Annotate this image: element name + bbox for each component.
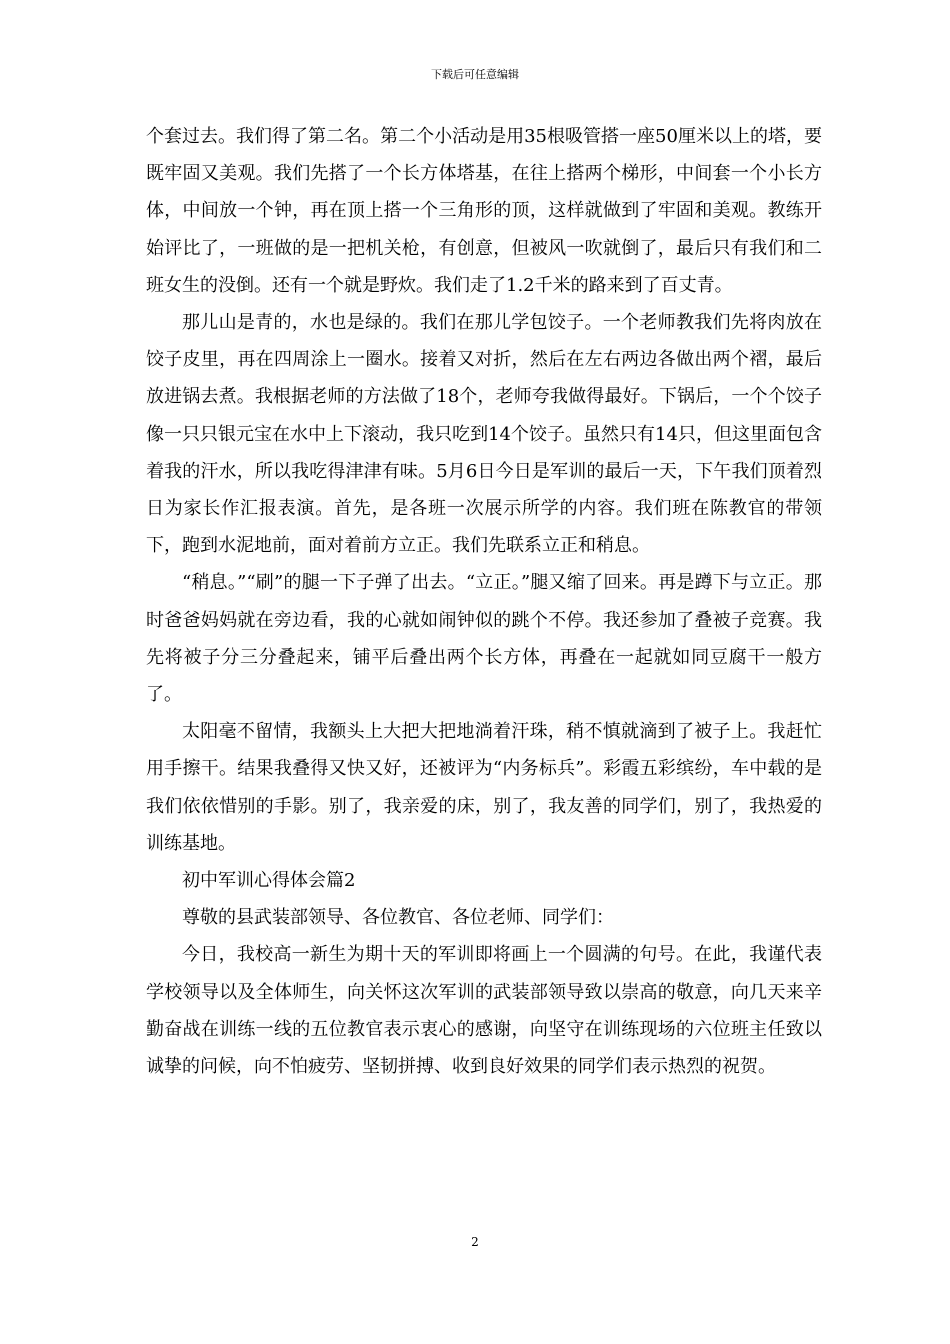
page-number: 2 bbox=[471, 1235, 479, 1249]
paragraph-drill: “稍息。”“刷”的腿一下子弹了出去。“立正。”腿又缩了回来。再是蹲下与立正。那时爸爸妈妈就在旁边看，我的心就如闹钟似的跳个不停。我还参加了叠被子竞赛。我先将被子分三分叠起来，铺平后叠出两个长方体，再叠在一起就如同豆腐干一般方了。 bbox=[146, 572, 822, 706]
paragraph-continuation: 个套过去。我们得了第二名。第二个小活动是用35根吸管搭一座50厘米以上的塔，要既牢固又美观。我们先搭了一个长方体塔基，在往上搭两个梯形，中间套一个小长方体，中间放一个钟，再在顶上搭一个三角形的顶，这样就做到了牢固和美观。教练开始评比了，一班做的是一把机关枪，有创意，但被风一吹就倒了，最后只有我们和二班女生的没倒。还有一个就是野炊。我们走了1.2千米的路来到了百丈青。 bbox=[146, 126, 822, 296]
section-heading: 初中军训心得体会篇2 bbox=[182, 870, 356, 892]
speech-salutation: 尊敬的县武装部领导、各位教官、各位老师、同学们： bbox=[182, 907, 614, 929]
paragraph-dumplings: 那儿山是青的，水也是绿的。我们在那儿学包饺子。一个老师教我们先将肉放在饺子皮里，再在四周涂上一圈水。接着又对折，然后在左右两边各做出两个褶，最后放进锅去煮。我根据老师的方法做了18个，老师夸我做得最好。下锅后，一个个饺子像一只只银元宝在水中上下滚动，我只吃到14个饺子。虽然只有14只，但这里面包含着我的汗水，所以我吃得津津有味。5月6日今日是军训的最后一天，下午我们顶着烈日为家长作汇报表演。首先，是各班一次展示所学的内容。我们班在陈教官的带领下，跑到水泥地前，面对着前方立正。我们先联系立正和稍息。 bbox=[146, 312, 822, 557]
paragraph-farewell: 太阳毫不留情，我额头上大把大把地淌着汗珠，稍不慎就滴到了被子上。我赶忙用手擦干。结果我叠得又快又好，还被评为“内务标兵”。彩霞五彩缤纷，车中载的是我们依依惜别的手影。别了，我亲爱的床，别了，我友善的同学们，别了，我热爱的训练基地。 bbox=[146, 721, 822, 854]
document-body bbox=[146, 118, 822, 1085]
page-header-note: 下载后可任意编辑 bbox=[431, 68, 519, 81]
paragraph-speech-opening: 今日，我校高一新生为期十天的军训即将画上一个圆满的句号。在此，我谨代表学校领导以及全体师生，向关怀这次军训的武装部领导致以崇高的敬意，向几天来辛勤奋战在训练一线的五位教官表示衷心的感谢，向坚守在训练现场的六位班主任致以诚挚的问候，向不怕疲劳、坚韧拼搏、收到良好效果的同学们表示热烈的祝贺。 bbox=[146, 944, 822, 1078]
